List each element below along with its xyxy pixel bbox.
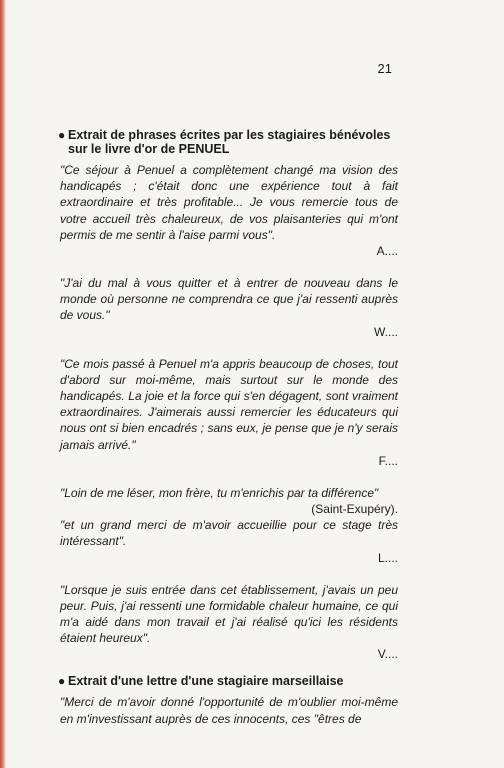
bullet-icon: ● <box>58 128 66 142</box>
section-heading-guestbook <box>58 128 398 156</box>
heading-name: PENUEL <box>178 142 230 156</box>
page-number: 21 <box>377 61 392 76</box>
quote-4 <box>60 485 398 550</box>
bullet-icon: ● <box>58 674 66 689</box>
quote-5: "Lorsque je suis entrée dans cet établissement, j'avais un peu peur. Puis, j'ai ressenti une formidable chaleur humaine, ce qui m'a aidé dans mon travail et j'ai réalisé qu'ici les résidents étaient heureux". <box>60 582 398 646</box>
letter-excerpt: "Merci de m'avoir donné l'opportunité de m'oublier moi-même en m'investissant auprès de ces innocents, ces "êtres de <box>60 695 398 726</box>
signature-1: A.... <box>376 244 398 259</box>
quote-4-attribution: (Saint-Exupéry). <box>311 502 398 517</box>
heading-line-2: sur le livre d'or de <box>68 142 179 156</box>
quote-1: "Ce séjour à Penuel a complètement changé ma vision des handicapés ; c'était donc une expérience tout à fait extraordinaire et très profitable... Je vous remercie tous de votre accueil très chaleureux, de vos plaisanteries qui m'ont permis de me sentir à l'aise parmi vous". <box>60 163 398 242</box>
section-heading-letter: ● Extrait d'une lettre d'une stagiaire marseillaise <box>58 674 344 689</box>
page-edge-stain <box>0 0 6 768</box>
quote-2: "J'ai du mal à vous quitter et à entrer de nouveau dans le monde où personne ne comprendra ce que j'ai ressenti auprès de vous." <box>60 276 398 323</box>
page-content <box>58 128 398 727</box>
quote-4-part-b: "et un grand merci de m'avoir accueillie pour ce stage très intéressant". <box>60 518 398 549</box>
signature-5: V.... <box>377 647 398 662</box>
signature-4: L.... <box>377 550 398 565</box>
signature-2: W.... <box>374 324 398 339</box>
quote-3: "Ce mois passé à Penuel m'a appris beaucoup de choses, tout d'abord sur moi-même, mais surtout sur le monde des handicapés. La joie et la force qui s'en dégagent, sont vraiment extraordinaires. J'aimerais aussi remercier les éducateurs qui nous ont si bien encadrés ; sans eux, je pense que je n'y serais jamais arrivé." <box>60 356 398 452</box>
signature-3: F.... <box>378 453 398 468</box>
quote-4-part-a: "Loin de me léser, mon frère, tu m'enrichis par ta différence" <box>60 485 379 500</box>
heading-line-1: Extrait de phrases écrites par les stagiaires bénévoles <box>68 128 391 142</box>
